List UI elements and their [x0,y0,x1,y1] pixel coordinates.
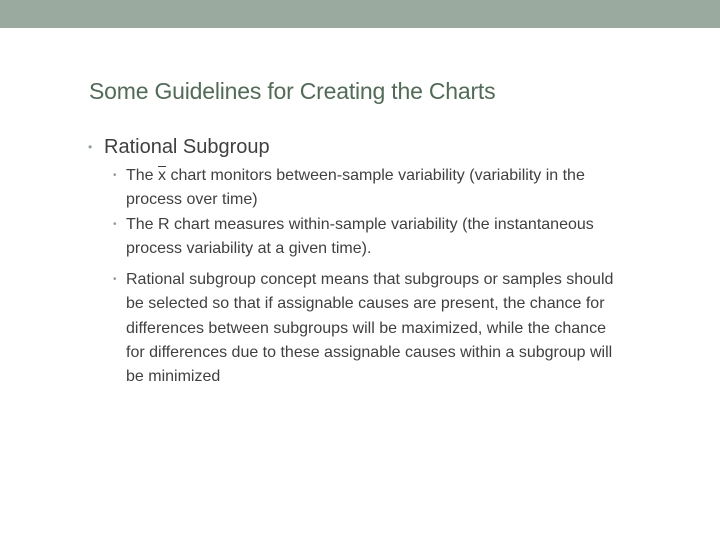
sub-bullet-text: The R chart measures within-sample variability (the instantaneous process variability at a given time). [126,216,594,258]
sub-bullet-prefix: The [126,167,159,184]
sub-bullet-suffix: chart monitors between-sample variability (variability in the process over time) [126,167,585,209]
bullet-dot-icon: • [113,170,117,181]
bullet-dot-icon: • [113,274,117,285]
bullet-dot-icon: • [113,219,117,230]
sub-bullet-text [126,164,626,213]
xbar-symbol: $\overline{x}$ [158,167,167,184]
sub-bullet-text: Rational subgroup concept means that subgroups or samples should be selected so that if assignable causes are present, the chance for differences between subgroups will be maximized, while the chance for differences due to these assignable causes within a subgroup will be minimized [126,271,614,386]
bullet-dot-icon: • [88,140,93,154]
bullet-text: Rational Subgroup [104,136,270,158]
slide-title: Some Guidelines for Creating the Charts [89,78,496,104]
top-decorative-band [0,0,720,28]
